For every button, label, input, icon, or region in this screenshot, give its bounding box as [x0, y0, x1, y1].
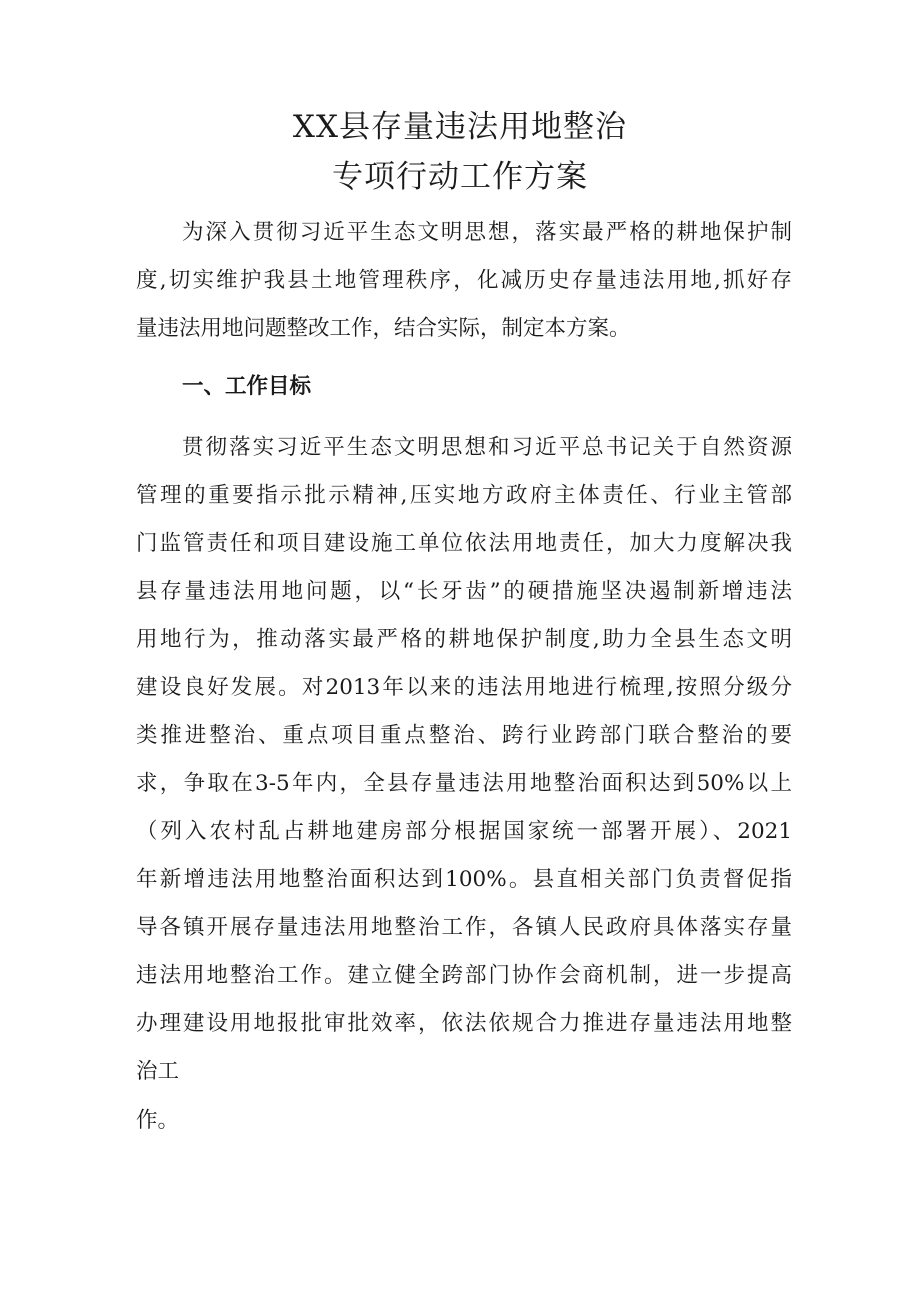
body-line: 求，争取在3-5年内，全县存量违法用地整治面积达到50%以上 — [136, 771, 792, 796]
body-line: 作。 — [136, 1108, 180, 1133]
document-title-line-2: 专项行动工作方案 — [332, 159, 588, 195]
body-line: 用地行为，推动落实最严格的耕地保护制度,助力全县生态文明 — [136, 627, 792, 652]
body-line: 门监管责任和项目建设施工单位依法用地责任，加大力度解决我 — [136, 531, 792, 556]
body-line: 建设良好发展。对2013年以来的违法用地进行梳理,按照分级分 — [136, 675, 792, 700]
section-heading-work-goals: 一、工作目标 — [182, 374, 312, 399]
body-line: 年新增违法用地整治面积达到100%。县直相关部门负责督促指 — [136, 867, 792, 892]
body-line: 办理建设用地报批审批效率，依法依规合力推进存量违法用地整 — [136, 1011, 792, 1036]
body-line: （列入农村乱占耕地建房部分根据国家统一部署开展）、2021 — [136, 819, 792, 844]
body-line: 管理的重要指示批示精神,压实地方政府主体责任、行业主管部 — [136, 483, 792, 508]
document-title-line-1: XX县存量违法用地整治 — [292, 109, 628, 145]
body-line: 贯彻落实习近平生态文明思想和习近平总书记关于自然资源 — [182, 435, 792, 460]
intro-line: 度,切实维护我县土地管理秩序，化减历史存量违法用地,抓好存 — [136, 268, 792, 293]
body-line: 导各镇开展存量违法用地整治工作，各镇人民政府具体落实存量 — [136, 915, 792, 940]
body-line: 县存量违法用地问题，以“长牙齿”的硬措施坚决遏制新增违法 — [136, 579, 792, 604]
body-line: 违法用地整治工作。建立健全跨部门协作会商机制，进一步提高 — [136, 963, 792, 988]
body-line: 治工 — [136, 1059, 180, 1084]
intro-line: 为深入贯彻习近平生态文明思想，落实最严格的耕地保护制 — [182, 220, 792, 245]
intro-line: 量违法用地问题整改工作，结合实际，制定本方案。 — [136, 316, 631, 341]
body-line: 类推进整治、重点项目重点整治、跨行业跨部门联合整治的要 — [136, 723, 792, 748]
